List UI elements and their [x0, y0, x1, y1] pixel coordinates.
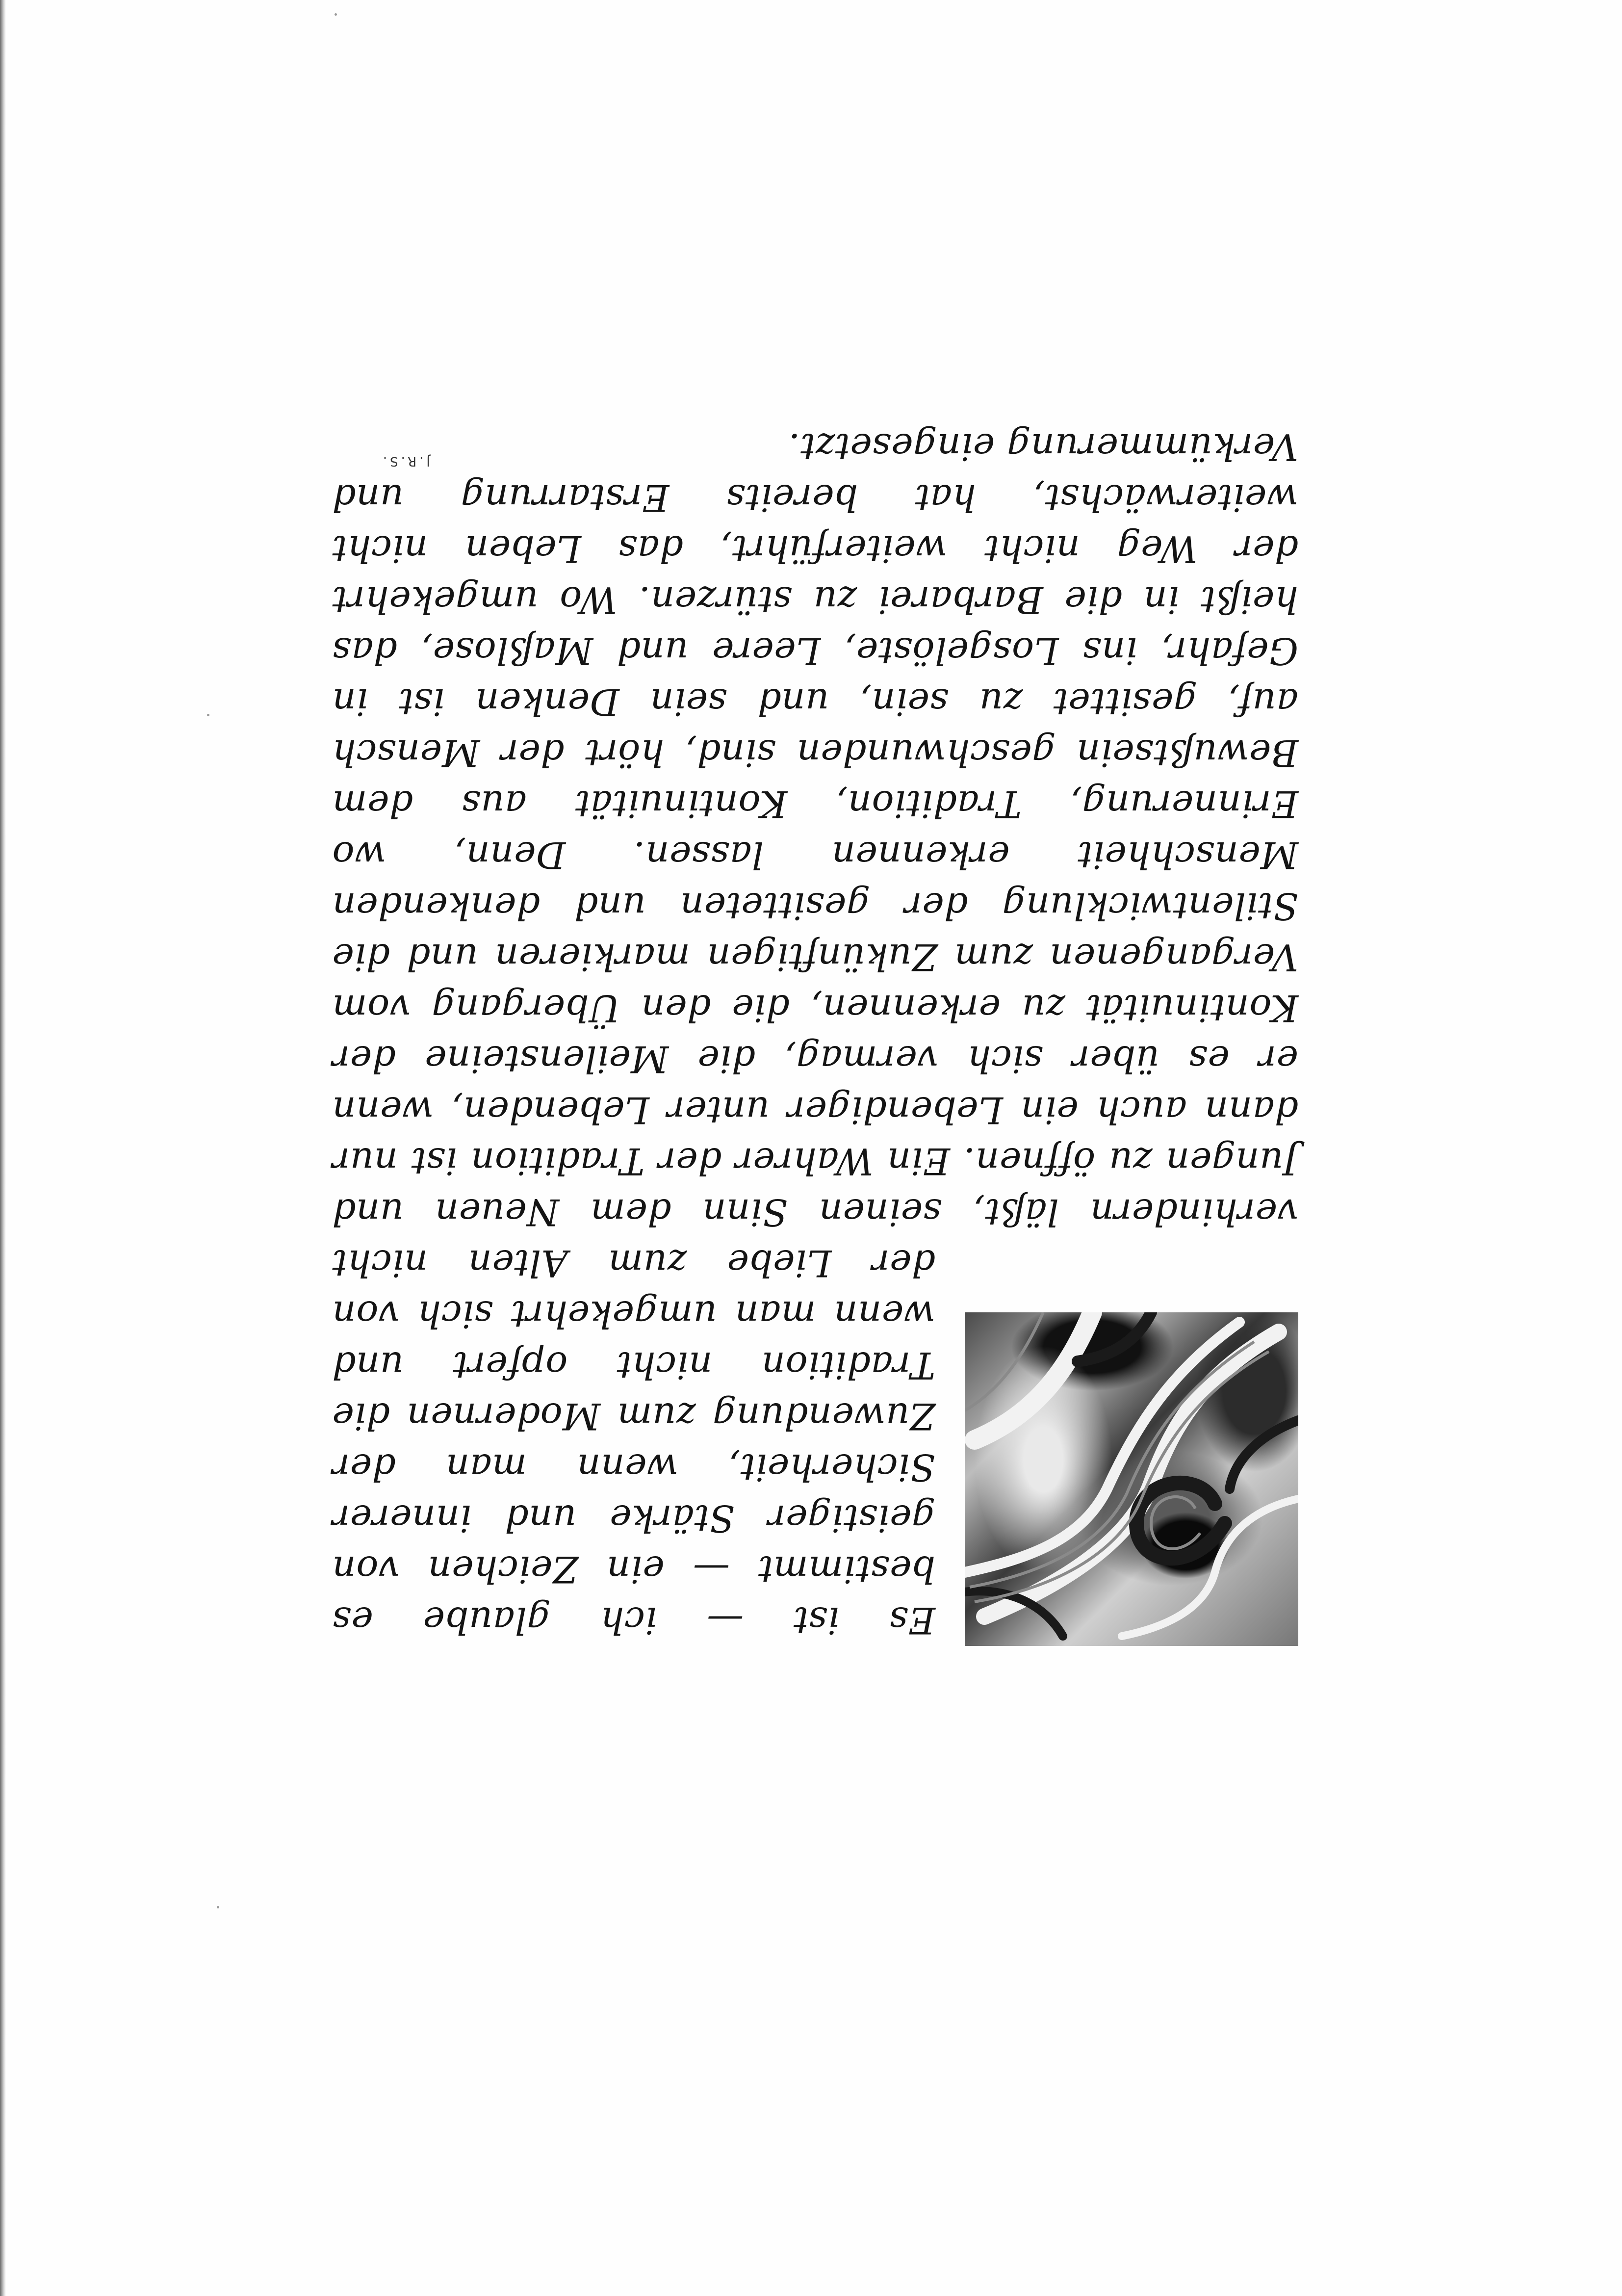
body-paragraph — [332, 421, 1298, 1646]
scan-dust-speck — [217, 1906, 219, 1908]
scan-dust-speck — [335, 13, 337, 16]
paragraph-text: Es ist — ich glaube es bestimmt — ein Zeichen von geistiger Stärke und innerer Sicherheit, wenn man der Zuwendung zum Modernen die Tradition nicht opfert und wenn man umgekehrt sich von der Liebe zum Alten nicht verhindern läßt, seinen Sinn dem Neuen und Jungen zu öffnen. Ein Wahrer der Tradition ist nur dann auch ein Lebendiger unter Lebenden, wenn er es über sich vermag, die Meilensteine der Kontinuität zu erkennen, die den Übergang vom Vergangenen zum Zukünftigen markieren und die Stilentwicklung der gesitteten und denkenden Menschheit erkennen lassen. Denn, wo Erinnerung, Tradition, Kontinuität aus dem Bewußtsein geschwunden sind, hört der Mensch auf, gesittet zu sein, und sein Denken ist in Gefahr, ins Losgelöste, Leere und Maßlose, das heißt in die Barbarei zu stürzen. Wo umgekehrt der Weg nicht weiterführt, das Leben nicht weiterwächst, hat bereits Erstarrung und Verkümmerung eingesetzt. — [332, 425, 1298, 1642]
scan-edge — [0, 0, 6, 2296]
scan-dust-speck — [207, 714, 209, 716]
author-initials: J.R.S. — [380, 454, 430, 469]
photo-wrap-spacer — [935, 1238, 1298, 1646]
